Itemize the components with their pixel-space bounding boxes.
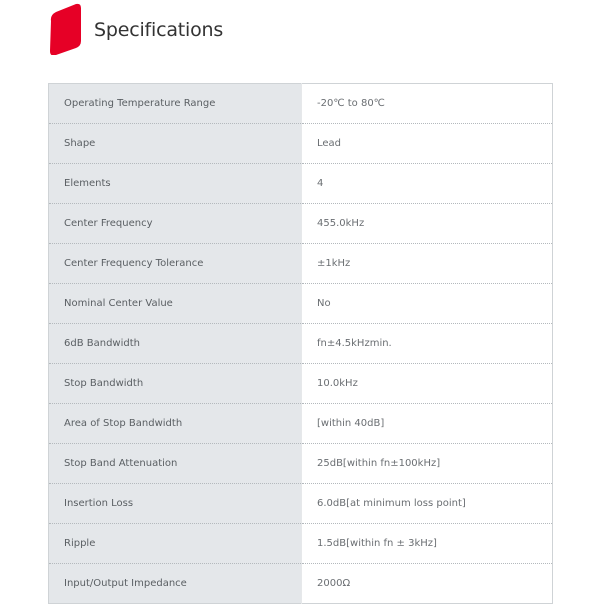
spec-label: Stop Bandwidth bbox=[49, 364, 302, 404]
table-row bbox=[49, 324, 553, 364]
spec-label: Center Frequency bbox=[49, 204, 302, 244]
brand-mark-icon bbox=[48, 3, 81, 55]
table-row bbox=[49, 564, 553, 604]
spec-label: Elements bbox=[49, 164, 302, 204]
page-title: Specifications bbox=[94, 18, 224, 41]
spec-label: Insertion Loss bbox=[49, 484, 302, 524]
specifications-table-body bbox=[49, 84, 553, 604]
spec-label: Nominal Center Value bbox=[49, 284, 302, 324]
spec-value: 10.0kHz bbox=[302, 364, 553, 404]
brand-mark-shape bbox=[50, 4, 81, 55]
spec-value: fn±4.5kHzmin. bbox=[302, 324, 553, 364]
spec-label: Ripple bbox=[49, 524, 302, 564]
spec-value: 455.0kHz bbox=[302, 204, 553, 244]
table-row bbox=[49, 524, 553, 564]
spec-value: 25dB[within fn±100kHz] bbox=[302, 444, 553, 484]
spec-value: 4 bbox=[302, 164, 553, 204]
spec-label: Area of Stop Bandwidth bbox=[49, 404, 302, 444]
table-row bbox=[49, 124, 553, 164]
spec-value: -20℃ to 80℃ bbox=[302, 84, 553, 124]
spec-value: No bbox=[302, 284, 553, 324]
spec-value: 1.5dB[within fn ± 3kHz] bbox=[302, 524, 553, 564]
spec-value: 6.0dB[at minimum loss point] bbox=[302, 484, 553, 524]
spec-value: Lead bbox=[302, 124, 553, 164]
spec-label: Center Frequency Tolerance bbox=[49, 244, 302, 284]
spec-value: 2000Ω bbox=[302, 564, 553, 604]
table-row bbox=[49, 204, 553, 244]
table-row bbox=[49, 244, 553, 284]
spec-label: Operating Temperature Range bbox=[49, 84, 302, 124]
spec-label: Shape bbox=[49, 124, 302, 164]
spec-label: Input/Output Impedance bbox=[49, 564, 302, 604]
table-row bbox=[49, 444, 553, 484]
table-row bbox=[49, 164, 553, 204]
spec-label: 6dB Bandwidth bbox=[49, 324, 302, 364]
section-header bbox=[48, 3, 223, 55]
table-row bbox=[49, 284, 553, 324]
table-row bbox=[49, 404, 553, 444]
specifications-table bbox=[48, 83, 553, 604]
table-row bbox=[49, 84, 553, 124]
table-row bbox=[49, 484, 553, 524]
spec-value: [within 40dB] bbox=[302, 404, 553, 444]
spec-label: Stop Band Attenuation bbox=[49, 444, 302, 484]
table-row bbox=[49, 364, 553, 404]
spec-value: ±1kHz bbox=[302, 244, 553, 284]
